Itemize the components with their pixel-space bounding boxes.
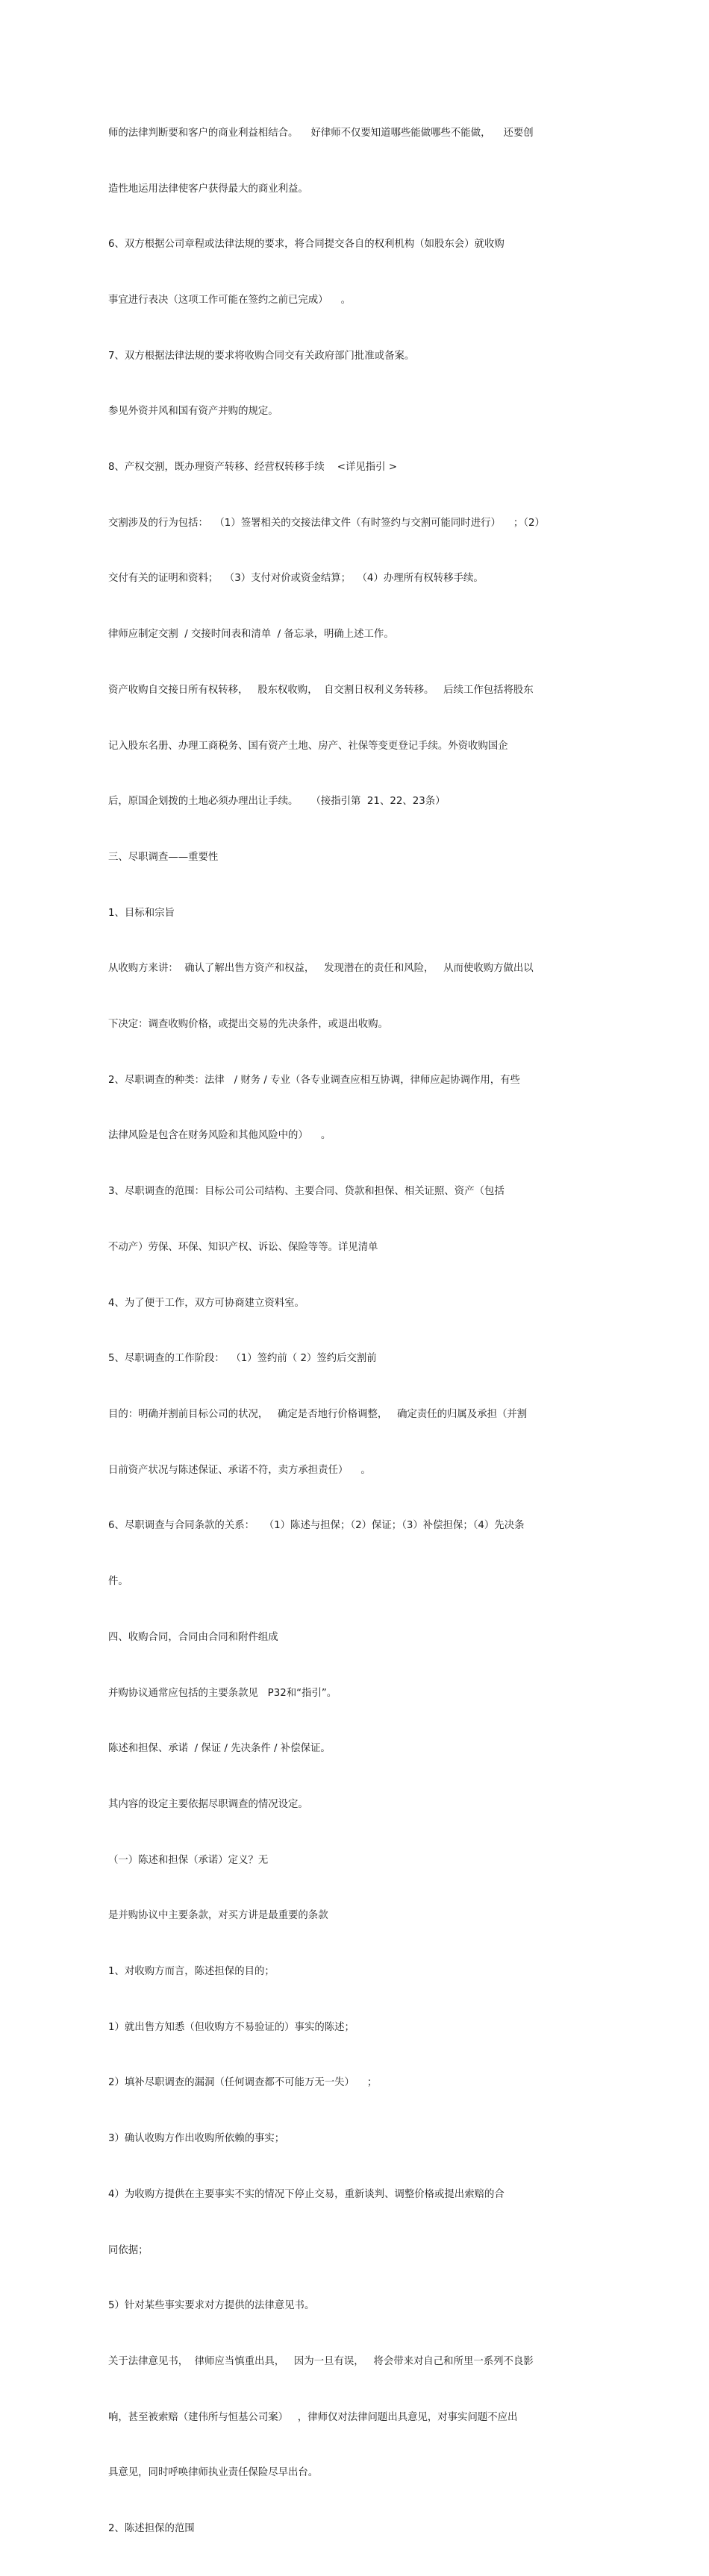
text-line: 参见外资并风和国有资产并购的规定。: [108, 406, 278, 418]
text-line: 8、产权交割，既办理资产转移、经营权转移手续 <详见指引 >: [108, 462, 398, 474]
text-line: 3、尽职调查的范围：目标公司公司结构、主要合同、贷款和担保、相关证照、资产（包括: [108, 1186, 505, 1198]
list-item: 2）填补尽职调查的漏洞（任何调查都不可能万无一失） ；: [108, 2077, 378, 2089]
text-line: 其内容的设定主要依据尽职调查的情况设定。: [108, 1798, 308, 1810]
text-line: 资产收购自交接日所有权转移， 股东权收购， 自交割日权利义务转移。 后续工作包括将股东: [108, 684, 534, 696]
list-item: 5）针对某些事实要求对方提供的法律意见书。: [108, 2300, 315, 2312]
text-line: 造性地运用法律使客户获得最大的商业利益。: [108, 183, 308, 195]
text-line: 4、为了便于工作，双方可协商建立资料室。: [108, 1297, 304, 1309]
text-line: 同依据；: [108, 2244, 149, 2256]
list-item: 1）就出售方知悉（但收购方不易验证的）事实的陈述；: [108, 2021, 354, 2033]
text-line: 陈述和担保、承诺 / 保证 / 先决条件 / 补偿保证。: [108, 1743, 331, 1755]
list-item: 3）确认收购方作出收购所依赖的事实；: [108, 2133, 285, 2145]
text-line: 事宜进行表决（这项工作可能在签约之前已完成） 。: [108, 294, 352, 306]
text-line: 并购协议通常应包括的主要条款见 P32和“指引”。: [108, 1687, 337, 1699]
text-line: 律师应制定交割 / 交接时间表和清单 / 备忘录，明确上述工作。: [108, 629, 394, 641]
text-line: 后，原国企划拨的土地必须办理出让手续。 （接指引第 21、22、23条）: [108, 796, 446, 808]
text-line: 6、双方根据公司章程或法律法规的要求，将合同提交各自的权利机构（如股东会）就收购: [108, 239, 505, 251]
list-item: 4）为收购方提供在主要事实不实的情况下停止交易，重新谈判、调整价格或提出索赔的合: [108, 2188, 505, 2200]
text-line: 响，甚至被索赔（建伟所与恒基公司案） ，律师仅对法律问题出具意见，对事实问题不应出: [108, 2411, 518, 2423]
section-heading: 四、收购合同，合同由合同和附件组成: [108, 1631, 278, 1643]
subsection-heading: 1、目标和宗旨: [108, 907, 175, 919]
text-line: 交付有关的证明和资料； （3）支付对价或资金结算； （4）办理所有权转移手续。: [108, 573, 484, 585]
section-heading: 三、尽职调查——重要性: [108, 851, 219, 863]
document-body: [108, 87, 607, 2576]
text-line: 是并购协议中主要条款，对买方讲是最重要的条款: [108, 1910, 328, 1922]
subsection-heading: （一）陈述和担保（承诺）定义？无: [108, 1854, 269, 1866]
text-line: 6、尽职调查与合同条款的关系： （1）陈述与担保；（2）保证；（3）补偿担保；（4）先决条: [108, 1520, 525, 1532]
text-line: 从收购方来讲： 确认了解出售方资产和权益， 发现潜在的责任和风险， 从而使收购方做出以: [108, 963, 534, 975]
text-line: 件。: [108, 1576, 128, 1588]
text-line: 法律风险是包含在财务风险和其他风险中的） 。: [108, 1130, 331, 1142]
text-line: 师的法律判断要和客户的商业利益相结合。 好律师不仅要知道哪些能做哪些不能做， 还要创: [108, 127, 534, 139]
text-line: 7、双方根据法律法规的要求将收购合同交有关政府部门批准或备案。: [108, 350, 415, 362]
text-line: 2、尽职调查的种类：法律 / 财务 / 专业（各专业调查应相互协调，律师应起协调作用，有些: [108, 1074, 520, 1086]
text-line: 5、尽职调查的工作阶段： （1）签约前（ 2）签约后交割前: [108, 1353, 377, 1365]
text-line: 下决定：调查收购价格，或提出交易的先决条件，或退出收购。: [108, 1019, 388, 1031]
subsection-heading: 2、陈述担保的范围: [108, 2523, 195, 2535]
text-line: 关于法律意见书， 律师应当慎重出具， 因为一旦有误， 将会带来对自己和所里一系列不良影: [108, 2355, 534, 2367]
text-line: 交割涉及的行为包括： （1）签署相关的交接法律文件（有时签约与交割可能同时进行） ；（2）: [108, 517, 545, 529]
text-line: 记入股东名册、办理工商税务、国有资产土地、房产、社保等变更登记手续。外资收购国企: [108, 740, 508, 752]
text-line: 不动产）劳保、环保、知识产权、诉讼、保险等等。详见清单: [108, 1241, 378, 1253]
text-line: 1、对收购方而言，陈述担保的目的；: [108, 1966, 275, 1978]
text-line: 具意见，同时呼唤律师执业责任保险尽早出台。: [108, 2467, 319, 2479]
text-line: 目的：明确并割前目标公司的状况， 确定是否地行价格调整， 确定责任的归属及承担（并割: [108, 1408, 528, 1420]
text-line: 日前资产状况与陈述保证、承诺不符，卖方承担责任） 。: [108, 1464, 371, 1476]
